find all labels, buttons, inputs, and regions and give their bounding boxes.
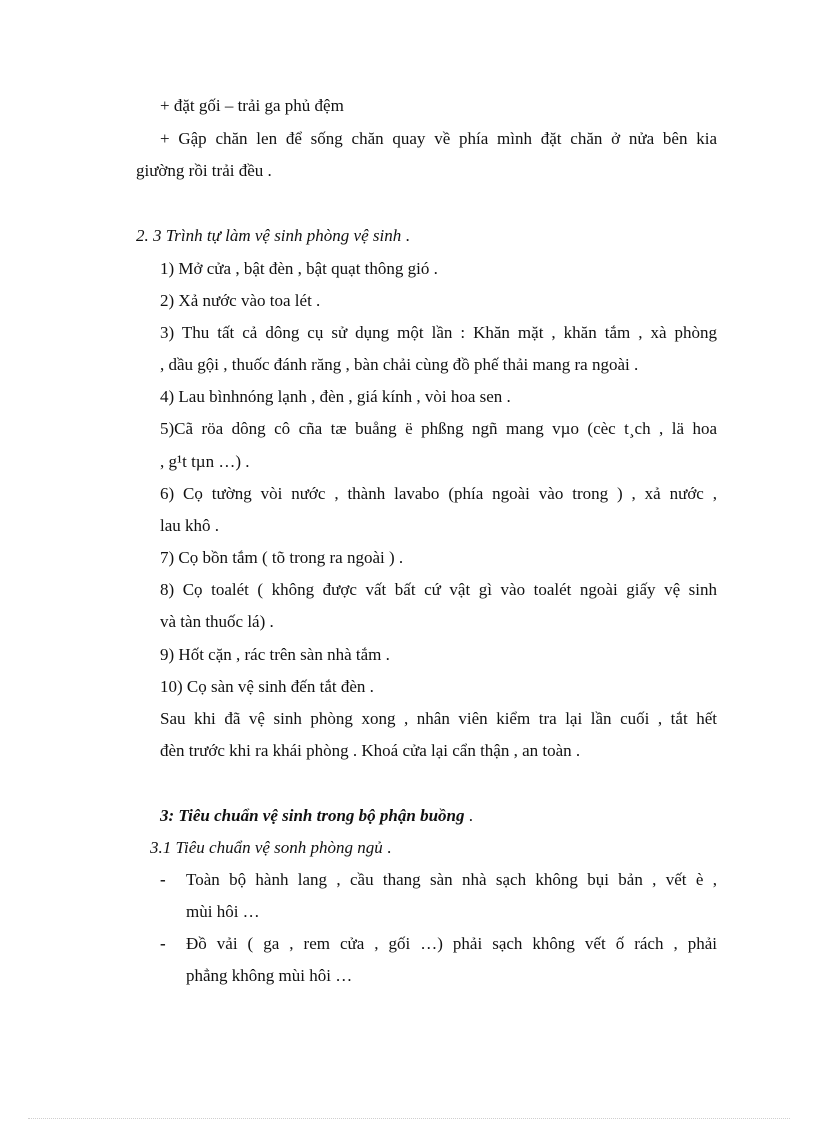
intro-line-2: + Gập chăn len để sống chăn quay về phía mình đặt chăn ở nửa bên kia [160, 129, 717, 148]
footer-divider [28, 1118, 790, 1119]
step-line: , g¹t tµn …) . [160, 452, 250, 471]
intro-line-1: + đặt gối – trải ga phủ đệm [160, 96, 344, 115]
bullet-line: mùi hôi … [186, 902, 260, 921]
bullet-line: phẳng không mùi hôi … [186, 966, 353, 985]
section-3-1-subheading [150, 838, 391, 858]
step-line: 1) Mở cửa , bật đèn , bật quạt thông gió . [160, 259, 438, 278]
section-2-3-heading-text: 2. 3 Trình tự làm vệ sinh phòng vệ sinh [136, 226, 402, 245]
section-3-heading-suffix: . [464, 806, 473, 825]
bullet-dash: - [160, 870, 166, 889]
step-line: 7) Cọ bồn tắm ( tõ trong ra ngoài ) . [160, 548, 404, 567]
step-line: 4) Lau bìnhnóng lạnh , đèn , giá kính , vòi hoa sen . [160, 387, 511, 406]
step-line: 2) Xả nước vào toa lét . [160, 291, 321, 310]
step-line: 9) Hốt cặn , rác trên sàn nhà tắm . [160, 645, 390, 664]
section-3-1-subheading-suffix: . [382, 838, 392, 857]
bullet-line: Đồ vải ( ga , rem cửa , gối …) phải sạch không vết ố rách , phải [186, 934, 717, 953]
step-line: Sau khi đã vệ sinh phòng xong , nhân viên kiểm tra lại lần cuối , tắt hết [160, 709, 717, 728]
step-line: và tàn thuốc lá) . [160, 612, 274, 631]
step-line: 3) Thu tất cả dông cụ sử dụng một lần : Khăn mặt , khăn tắm , xà phòng [160, 323, 717, 342]
intro-line-3: giường rồi trải đều . [136, 161, 272, 180]
section-3-heading-text: 3: Tiêu chuẩn vệ sinh trong bộ phận buồng [160, 806, 465, 825]
step-line: lau khô . [160, 516, 220, 535]
step-line: 10) Cọ sàn vệ sinh đến tắt đèn . [160, 677, 374, 696]
section-3-1-subheading-text: 3.1 Tiêu chuẩn vệ sonh phòng ngủ [150, 838, 383, 857]
step-line: 8) Cọ toalét ( không được vất bất cứ vật gì vào toalét ngoài giấy vệ sinh [160, 580, 717, 599]
section-2-3-heading [136, 226, 410, 246]
step-line: 5)Cã röa dông cô cña tæ buång ë phßng ngñ mang vµo (cèc t¸ch , lä hoa [160, 419, 717, 438]
section-2-3-heading-suffix: . [401, 226, 410, 245]
bullet-dash: - [160, 934, 166, 953]
bullet-line: Toàn bộ hành lang , cầu thang sàn nhà sạch không bụi bản , vết è , [186, 870, 717, 889]
step-line: , dầu gội , thuốc đánh răng , bàn chải cùng đồ phế thải mang ra ngoài . [160, 355, 639, 374]
step-line: 6) Cọ tường vòi nước , thành lavabo (phía ngoài vào trong ) , xả nước , [160, 484, 717, 503]
step-line: đèn trước khi ra khái phòng . Khoá cửa lại cẩn thận , an toàn . [160, 741, 581, 760]
section-3-heading [160, 806, 473, 826]
